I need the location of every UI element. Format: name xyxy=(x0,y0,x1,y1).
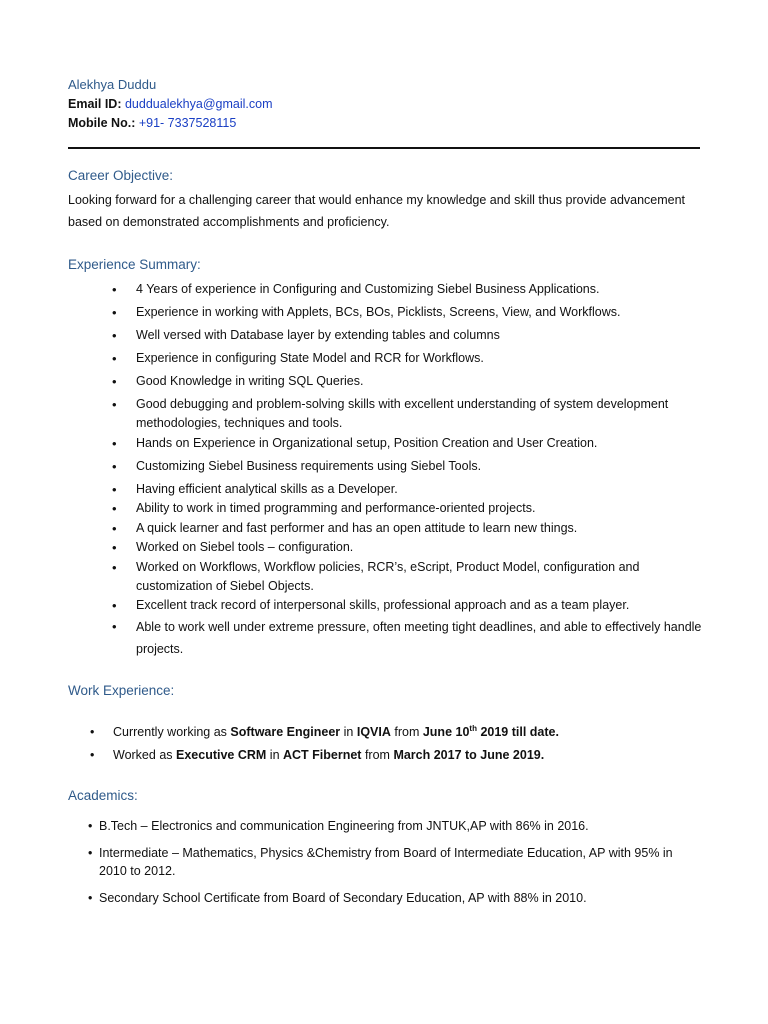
list-item: • Ability to work in timed programming and performance-oriented projects. xyxy=(112,499,702,518)
mobile-line xyxy=(68,116,236,130)
job-dates: March 2017 to June 2019. xyxy=(393,748,545,762)
career-objective-heading: Career Objective: xyxy=(68,168,174,183)
list-item: • Good debugging and problem-solving skills with excellent understanding of system development methodologies, techniques and tools. xyxy=(112,395,702,433)
list-item: • Hands on Experience in Organizational setup, Position Creation and User Creation. xyxy=(112,434,702,453)
academics-list xyxy=(88,817,698,916)
experience-summary-heading: Experience Summary: xyxy=(68,257,201,272)
email-link[interactable]: duddualekhya@gmail.com xyxy=(124,97,273,111)
list-item: • Customizing Siebel Business requirements using Siebel Tools. xyxy=(112,457,702,476)
career-objective-text: Looking forward for a challenging career that would enhance my knowledge and skill thus provide advancement based on demonstrated accomplishments and proficiency. xyxy=(68,193,686,229)
experience-summary-list xyxy=(112,280,702,664)
work-experience-list xyxy=(90,723,710,769)
email-line xyxy=(68,97,272,111)
company-name: IQVIA xyxy=(356,725,391,739)
company-name: ACT Fibernet xyxy=(283,748,362,762)
list-item: • Able to work well under extreme pressure, often meeting tight deadlines, and able to effectively handle projects. xyxy=(112,616,702,660)
mobile-number: +91- 7337528115 xyxy=(138,116,237,130)
list-item: • Currently working as Software Engineer in IQVIA from June 10th 2019 till date. xyxy=(90,723,710,741)
list-item: • Experience in configuring State Model and RCR for Workflows. xyxy=(112,349,702,368)
list-item: • B.Tech – Electronics and communication Engineering from JNTUK,AP with 86% in 2016. xyxy=(88,817,698,835)
list-item: • Experience in working with Applets, BCs, BOs, Picklists, Screens, View, and Workflows. xyxy=(112,303,702,322)
list-item: • Worked as Executive CRM in ACT Fibernet from March 2017 to June 2019. xyxy=(90,746,710,764)
header-divider xyxy=(68,147,700,149)
candidate-name: Alekhya Duddu xyxy=(68,77,157,92)
list-item: • Secondary School Certificate from Board of Secondary Education, AP with 88% in 2010. xyxy=(88,889,698,907)
email-label: Email ID: xyxy=(68,97,122,111)
mobile-label: Mobile No.: xyxy=(68,116,136,130)
list-item: • Having efficient analytical skills as a Developer. xyxy=(112,480,702,499)
list-item: • Well versed with Database layer by extending tables and columns xyxy=(112,326,702,345)
list-item: • Worked on Siebel tools – configuration. xyxy=(112,538,702,557)
list-item: • Worked on Workflows, Workflow policies, RCR’s, eScript, Product Model, configuration and customization of Siebel Objects. xyxy=(112,558,702,596)
list-item: • Excellent track record of interpersonal skills, professional approach and as a team player. xyxy=(112,596,702,615)
academics-heading: Academics: xyxy=(68,788,138,803)
list-item: • Good Knowledge in writing SQL Queries. xyxy=(112,372,702,391)
job-title: Software Engineer xyxy=(230,725,341,739)
work-experience-heading: Work Experience: xyxy=(68,683,175,698)
job-dates: June 10th 2019 till date. xyxy=(422,723,559,739)
job-title: Executive CRM xyxy=(176,748,267,762)
list-item: • A quick learner and fast performer and has an open attitude to learn new things. xyxy=(112,519,702,538)
list-item: • 4 Years of experience in Configuring and Customizing Siebel Business Applications. xyxy=(112,280,702,299)
list-item: • Intermediate – Mathematics, Physics &Chemistry from Board of Intermediate Education, AP with 95% in 2010 to 2012. xyxy=(88,844,698,880)
